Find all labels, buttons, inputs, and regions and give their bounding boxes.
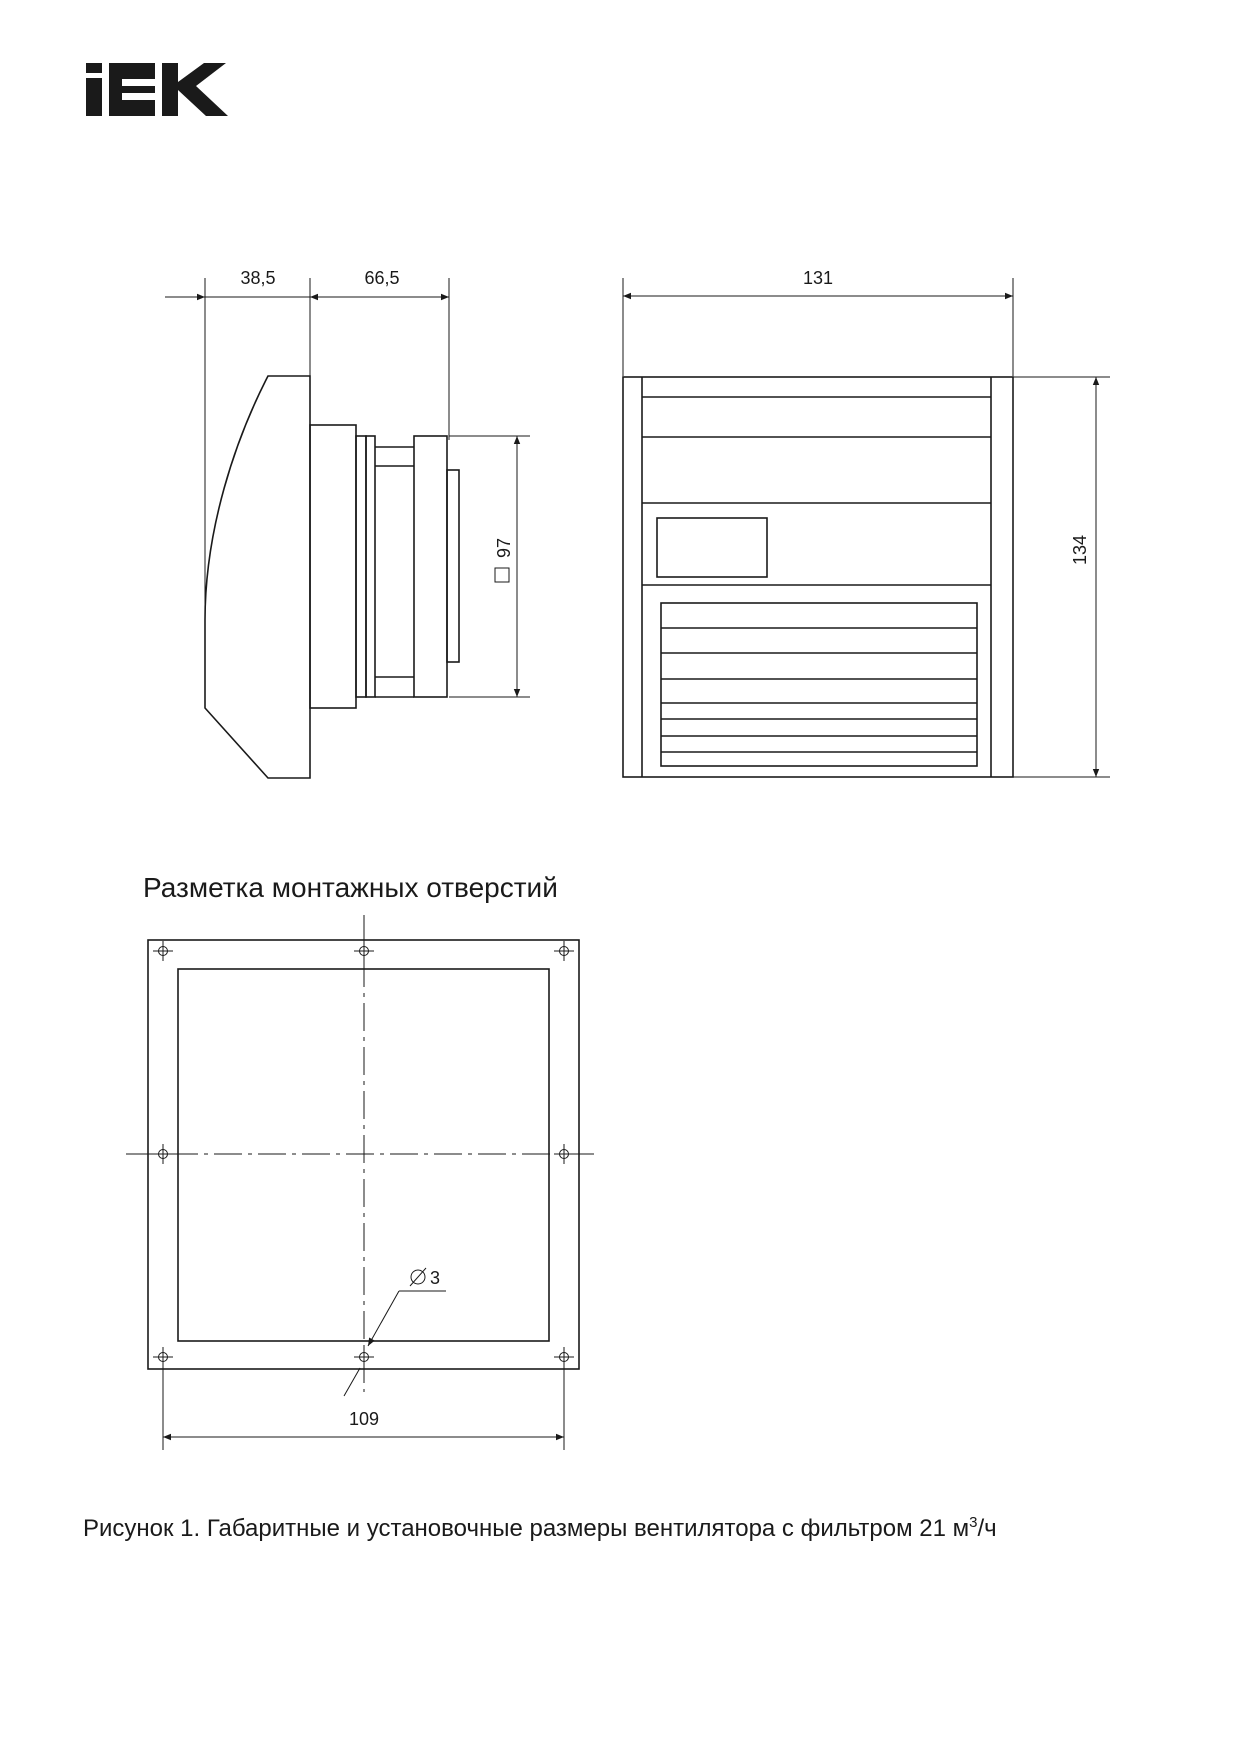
dim-front-height: 134 [1070, 534, 1090, 566]
caption-suffix: /ч [977, 1515, 997, 1542]
caption-text: Рисунок 1. Габаритные и установочные размеры вентилятора с фильтром 21 м [83, 1515, 970, 1542]
housing-flange [310, 425, 356, 708]
dim-hole-diameter: 3 [430, 1268, 441, 1288]
caption-superscript: 3 [969, 1514, 978, 1531]
dim-front-depth: 38,5 [240, 268, 276, 288]
front-view [623, 268, 1110, 777]
hood-profile [205, 376, 310, 778]
square-symbol [495, 568, 509, 582]
side-view [165, 268, 530, 778]
diameter-symbol [410, 1268, 426, 1286]
dim-front-width: 131 [802, 268, 834, 288]
mounting-section-title: Разметка монтажных отверстий [143, 872, 558, 903]
dim-body-depth: 66,5 [364, 268, 400, 288]
label-window [657, 518, 767, 577]
mounting-plate [414, 436, 447, 697]
dim-hole-spacing: 109 [348, 1409, 380, 1429]
iek-logo [83, 63, 228, 116]
mounting-cutout-view [126, 872, 600, 1450]
dim-mount-square: 97 [494, 537, 514, 559]
logo-text: IEK [83, 115, 85, 116]
figure-caption [83, 1514, 997, 1542]
